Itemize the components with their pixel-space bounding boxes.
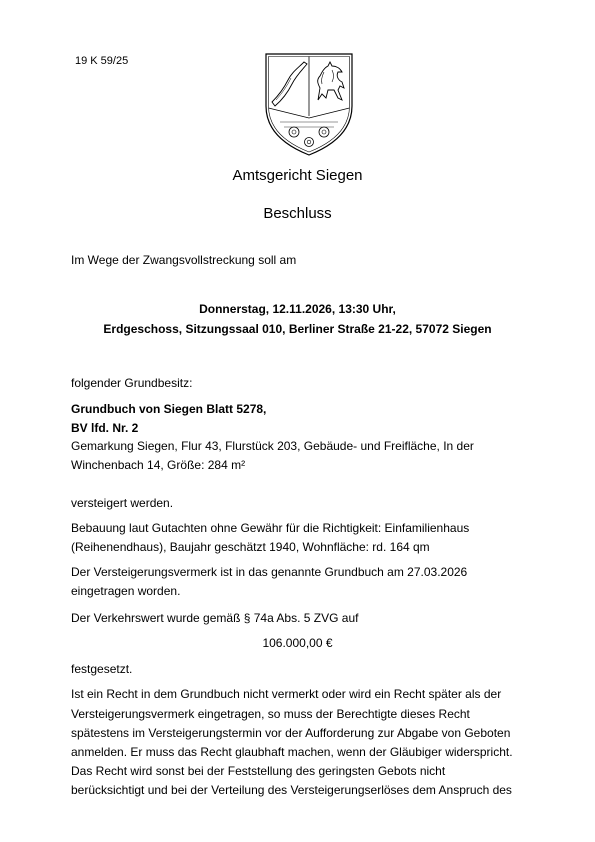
recht-line-1: Ist ein Recht in dem Grundbuch nicht vermerkt oder wird ein Recht später als der — [71, 687, 502, 701]
recht-line-5: Das Recht wird sonst bei der Feststellung des geringsten Gebots nicht — [71, 764, 446, 778]
recht-line-3: spätestens im Versteigerungstermin vor der Aufforderung zur Abgabe von Geboten — [71, 726, 511, 740]
gemarkung-line-2: Winchenbach 14, Größe: 284 m² — [71, 458, 246, 472]
hearing-location: Erdgeschoss, Sitzungssaal 010, Berliner Straße 21-22, 57072 Siegen — [103, 322, 492, 336]
court-name: Amtsgericht Siegen — [232, 167, 363, 184]
vermerk-line-2: eingetragen worden. — [71, 584, 181, 598]
nrw-coat-of-arms-icon — [258, 50, 360, 158]
bebauung-line-2: (Reihenendhaus), Baujahr geschätzt 1940, Wohnfläche: rd. 164 qm — [71, 540, 430, 554]
verkehrswert-intro: Der Verkehrswert wurde gemäß § 74a Abs. 5 ZVG auf — [71, 611, 359, 625]
bv-number: BV lfd. Nr. 2 — [71, 421, 139, 435]
property-intro: folgender Grundbesitz: — [71, 376, 193, 390]
verkehrswert-amount: 106.000,00 € — [262, 636, 333, 650]
recht-line-2: Versteigerungsvermerk eingetragen, so muss der Berechtigte dieses Recht — [71, 707, 470, 721]
bebauung-line-1: Bebauung laut Gutachten ohne Gewähr für die Richtigkeit: Einfamilienhaus — [71, 521, 470, 535]
recht-line-6: berücksichtigt und bei der Verteilung des Versteigerungserlöses dem Anspruch des — [71, 783, 512, 797]
intro-text: Im Wege der Zwangsvollstreckung soll am — [71, 253, 297, 267]
vermerk-line-1: Der Versteigerungsvermerk ist in das genannte Grundbuch am 27.03.2026 — [71, 565, 468, 579]
hearing-date: Donnerstag, 12.11.2026, 13:30 Uhr, — [199, 302, 396, 316]
festgesetzt-text: festgesetzt. — [71, 662, 133, 676]
document-title: Beschluss — [263, 205, 332, 222]
case-number: 19 K 59/25 — [75, 55, 129, 67]
gemarkung-line-1: Gemarkung Siegen, Flur 43, Flurstück 203, Gebäude- und Freifläche, In der — [71, 439, 474, 453]
grundbuch-entry: Grundbuch von Siegen Blatt 5278, — [71, 402, 267, 416]
recht-line-4: anmelden. Er muss das Recht glaubhaft machen, wenn der Gläubiger widerspricht. — [71, 745, 513, 759]
versteigert-text: versteigert werden. — [71, 496, 174, 510]
